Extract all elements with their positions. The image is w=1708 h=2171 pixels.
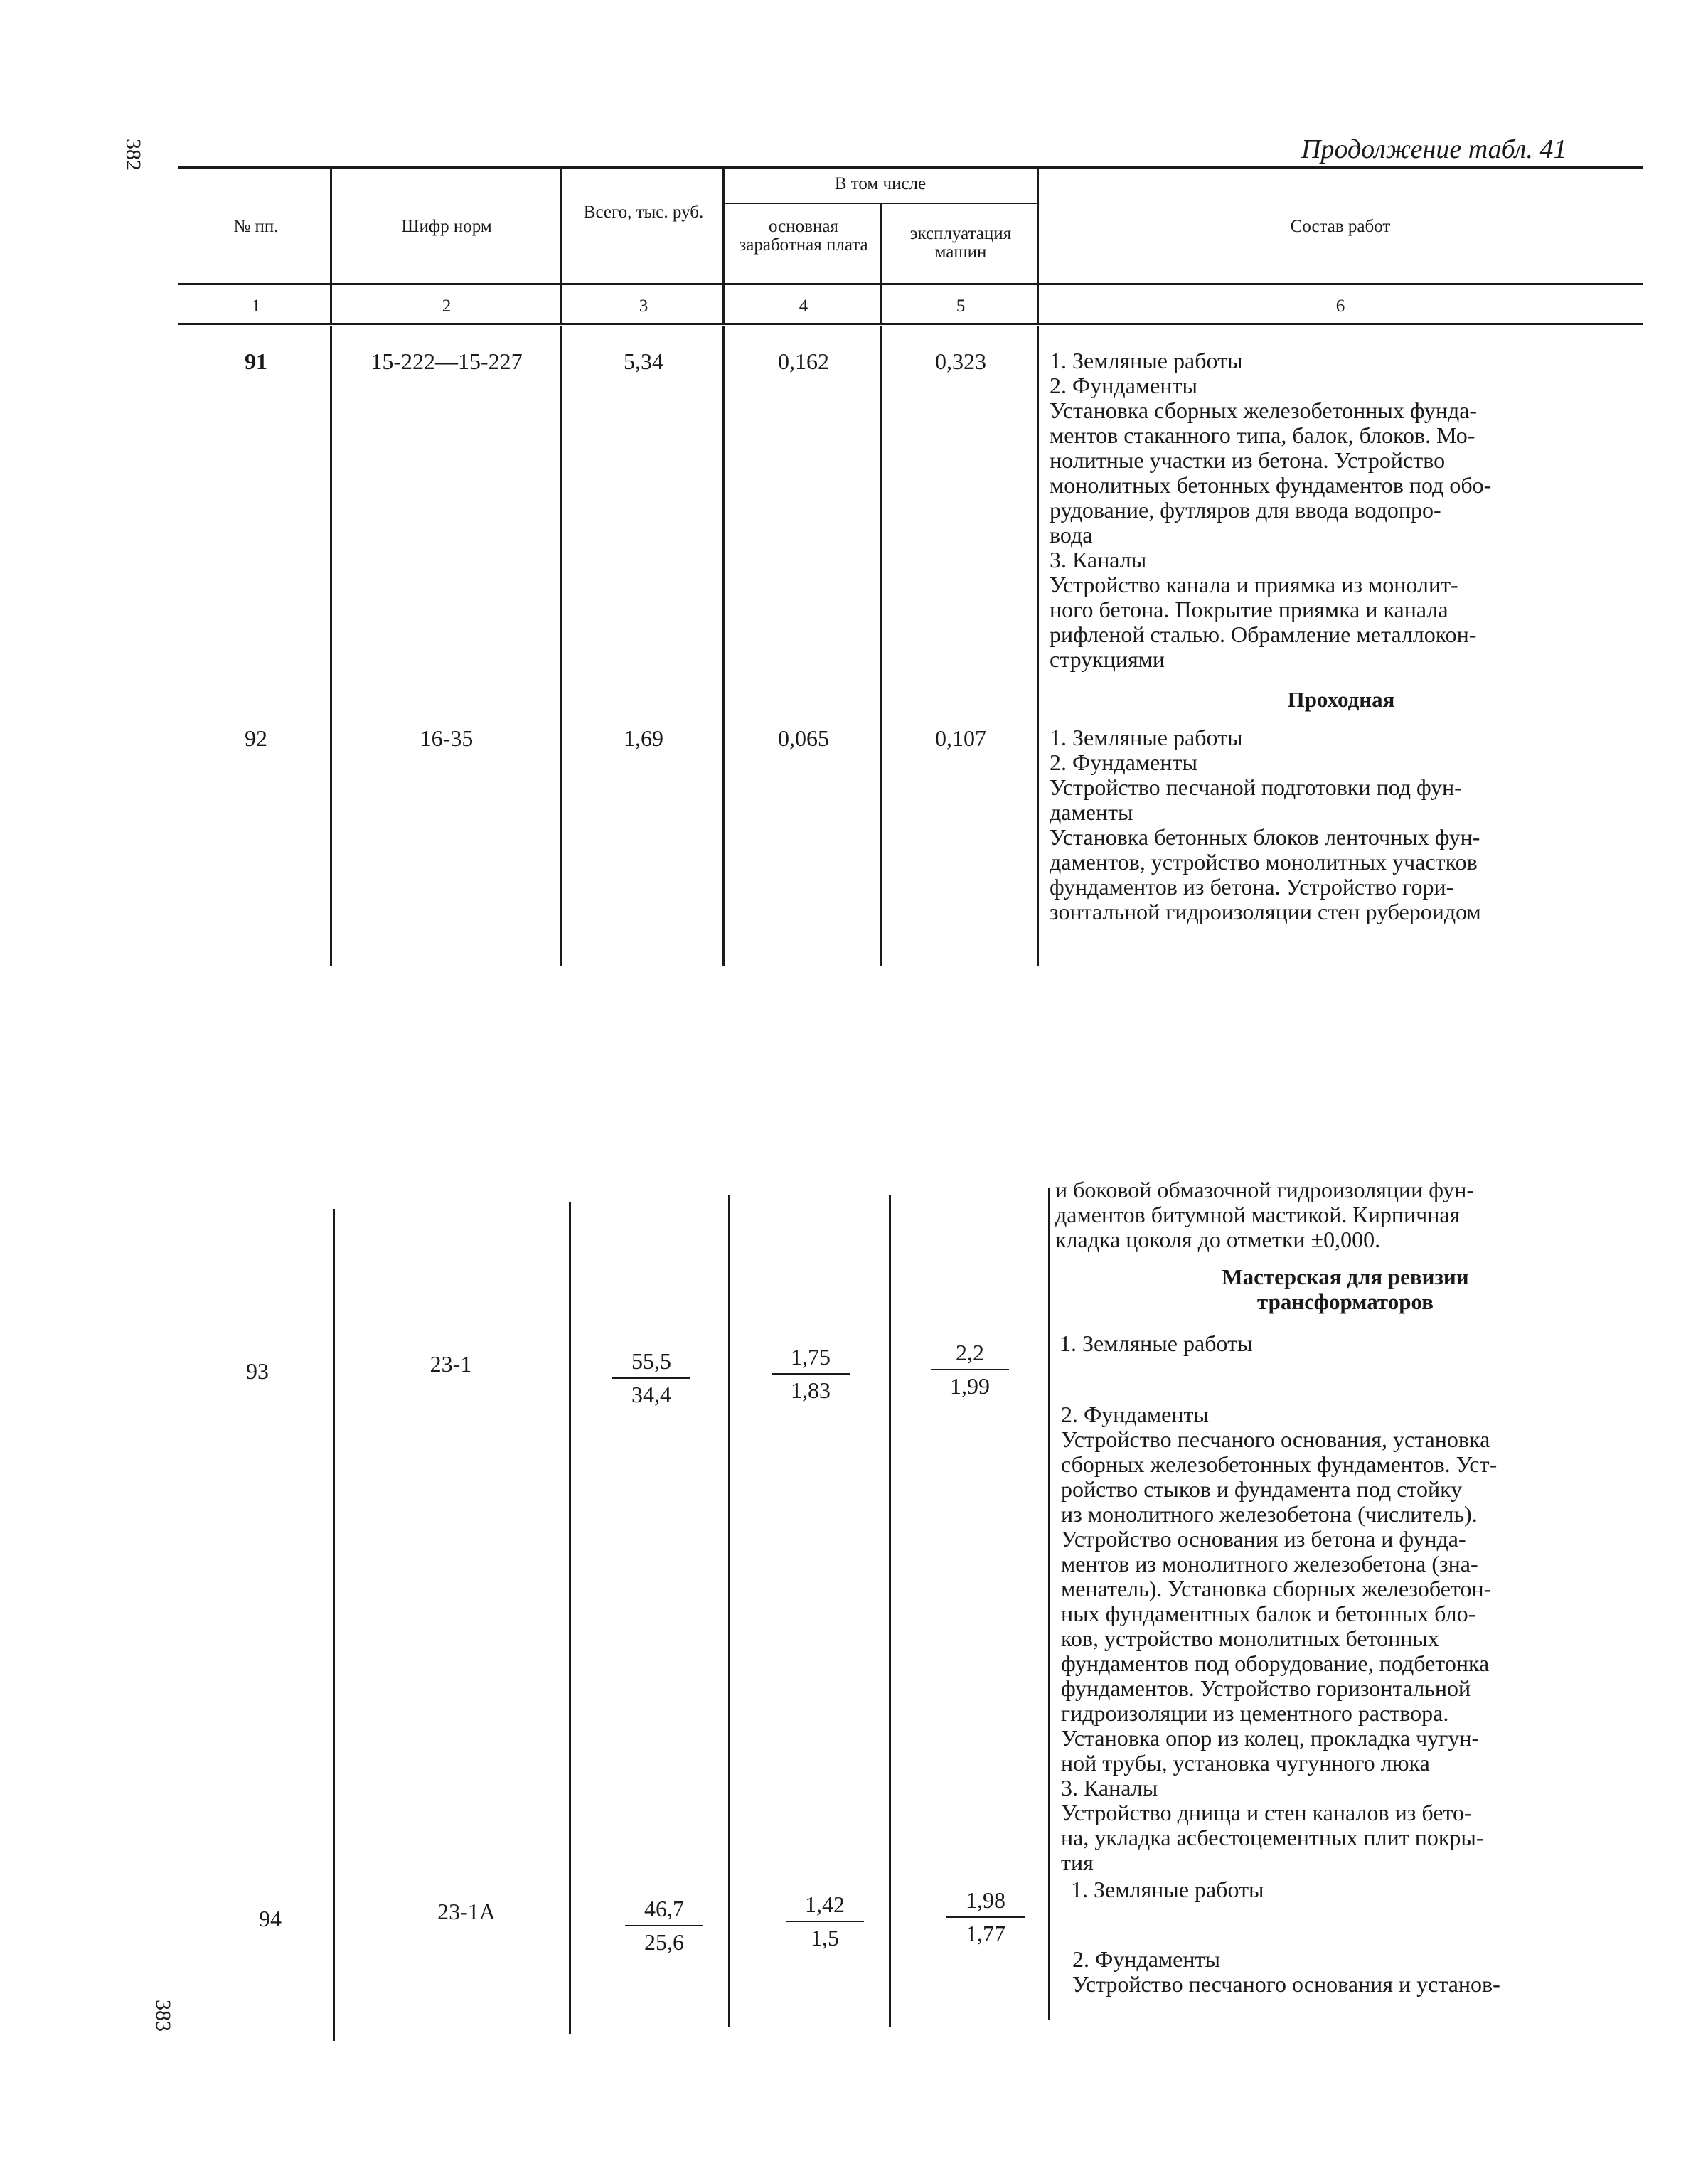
fraction-bar — [931, 1369, 1009, 1370]
work-line: Устройство днища и стен каналов из бето- — [1061, 1800, 1472, 1825]
row-92-no: 92 — [245, 725, 267, 751]
header-col-incl: В том числе — [834, 174, 927, 193]
row-91-no: 91 — [245, 348, 267, 374]
body-col-divider — [560, 326, 562, 966]
fraction-denominator: 25,6 — [644, 1929, 684, 1955]
body-col-divider — [880, 326, 882, 966]
work-line: ного бетона. Покрытие приямка и канала — [1050, 597, 1448, 622]
work-line: 1. Земляные работы — [1050, 348, 1243, 373]
fraction-numerator: 1,98 — [966, 1887, 1005, 1913]
row-92-work — [1050, 725, 1633, 924]
row-93-wage — [740, 1344, 882, 1404]
header-col-divider — [560, 166, 562, 324]
work-line: из монолитного железобетона (числитель). — [1061, 1501, 1478, 1527]
col-number: 2 — [442, 297, 452, 316]
work-line: нолитные участки из бетона. Устройство — [1050, 447, 1446, 473]
work-line: Установка бетонных блоков ленточных фун- — [1050, 824, 1480, 850]
fraction-numerator: 1,75 — [791, 1344, 831, 1370]
work-line: фундаментов. Устройство горизонтальной — [1061, 1675, 1471, 1701]
col-number: 6 — [1335, 297, 1345, 316]
header-col-divider — [1037, 166, 1039, 324]
row-93-machines — [899, 1340, 1041, 1399]
body-col-divider — [722, 326, 725, 966]
row-94-no: 94 — [259, 1906, 282, 1931]
work-line: сборных железобетонных фундаментов. Уст- — [1061, 1451, 1498, 1477]
work-line: 2. Фундаменты — [1061, 1402, 1209, 1427]
work-line: даментов битумной мастикой. Кирпичная — [1055, 1202, 1461, 1227]
page-number-bottom: 383 — [151, 2000, 175, 2032]
work-line: Устройство канала и приямка из монолит- — [1050, 572, 1458, 597]
lower-continuation-text — [1055, 1178, 1635, 1252]
work-line: тия — [1061, 1850, 1094, 1875]
work-line: ных фундаментных балок и бетонных бло- — [1061, 1601, 1476, 1626]
work-line: струкциями — [1050, 646, 1165, 672]
fraction-bar — [946, 1916, 1025, 1918]
col-number: 4 — [799, 297, 808, 316]
fraction-denominator: 1,99 — [950, 1373, 990, 1399]
work-line: рифленой сталью. Обрамление металлокон- — [1050, 622, 1477, 647]
fraction-denominator: 1,77 — [966, 1921, 1005, 1946]
section-title-masterskaya — [1055, 1264, 1635, 1314]
col-number: 5 — [956, 297, 966, 316]
row-91-wage: 0,162 — [778, 348, 829, 374]
work-line: ройство стыков и фундамента под стойку — [1061, 1476, 1463, 1502]
fraction-denominator: 1,83 — [791, 1377, 831, 1403]
work-line: фундаментов из бетона. Устройство гори- — [1050, 874, 1454, 900]
fraction-numerator: 2,2 — [956, 1340, 984, 1365]
work-line: вода — [1050, 522, 1093, 548]
fraction-denominator: 1,5 — [811, 1925, 839, 1951]
row-94-work-a: 1. Земляные работы — [1071, 1877, 1264, 1902]
fraction-numerator: 1,42 — [805, 1892, 845, 1917]
row-94-machines — [914, 1887, 1057, 1947]
fraction-bar — [625, 1925, 703, 1926]
header-col-total: Всего, тыс. руб. — [583, 203, 704, 222]
header-top-rule — [178, 166, 1643, 169]
work-line: кладка цоколя до отметки ±0,000. — [1055, 1227, 1381, 1252]
work-line: Устройство песчаного основания и установ- — [1072, 1971, 1500, 1997]
header-col-machines: эксплуатация машин — [909, 224, 1012, 262]
work-line: рудование, футляров для ввода водопро- — [1050, 497, 1441, 523]
work-line: даментов, устройство монолитных участков — [1050, 849, 1478, 875]
header-col-wage: основная заработная плата — [739, 217, 868, 255]
col-number: 3 — [639, 297, 648, 316]
work-line: Установка сборных железобетонных фунда- — [1050, 398, 1478, 423]
section-title-line: Мастерская для ревизии — [1222, 1264, 1469, 1289]
section-title-prokhodnaya: Проходная — [1287, 687, 1395, 712]
row-93-code: 23-1 — [429, 1351, 472, 1377]
row-91-code: 15-222—15-227 — [370, 348, 523, 374]
work-line: Установка опор из колец, прокладка чугун- — [1061, 1725, 1480, 1751]
work-line: ной трубы, установка чугунного люка — [1061, 1750, 1430, 1776]
row-94-wage — [754, 1892, 896, 1951]
row-94-total — [593, 1896, 735, 1956]
page-number-top: 382 — [122, 139, 145, 171]
header-col-divider — [330, 166, 332, 324]
row-93-total — [580, 1348, 722, 1408]
work-line: 3. Каналы — [1050, 547, 1147, 572]
section-title-line: трансформаторов — [1257, 1289, 1434, 1314]
work-line: 3. Каналы — [1061, 1775, 1158, 1801]
body-col-divider — [330, 326, 332, 966]
work-line: ментов из монолитного железобетона (зна- — [1061, 1551, 1478, 1577]
header-col-code: Шифр норм — [401, 217, 492, 236]
work-line: на, укладка асбестоцементных плит покры- — [1061, 1825, 1484, 1850]
work-line: Устройство основания из бетона и фунда- — [1061, 1526, 1466, 1552]
fraction-numerator: 46,7 — [644, 1896, 684, 1921]
body-col-divider — [1037, 326, 1039, 966]
row-92-code: 16-35 — [420, 725, 474, 751]
fraction-bar — [612, 1377, 690, 1379]
work-line: 2. Фундаменты — [1072, 1946, 1220, 1972]
work-line: зонтальной гидроизоляции стен рубероидом — [1050, 899, 1481, 924]
work-line: Устройство песчаной подготовки под фун- — [1050, 774, 1462, 800]
row-91-work — [1050, 348, 1633, 672]
work-line: Устройство песчаного основания, установка — [1061, 1426, 1490, 1452]
header-number-rule — [178, 323, 1643, 325]
work-line: фундаментов под оборудование, подбетонка — [1061, 1650, 1490, 1676]
work-line: ментов стаканного типа, балок, блоков. Мо- — [1050, 422, 1475, 448]
work-line: гидроизоляции из цементного раствора. — [1061, 1700, 1449, 1726]
fraction-bar — [772, 1373, 850, 1375]
row-94-work-b — [1072, 1947, 1635, 1997]
work-line: 1. Земляные работы — [1050, 725, 1243, 750]
fraction-denominator: 34,4 — [631, 1382, 671, 1407]
header-col-divider — [880, 204, 882, 324]
header-col-no: № пп. — [233, 217, 279, 236]
work-line: и боковой обмазочной гидроизоляции фун- — [1055, 1177, 1474, 1202]
header-col-work: Состав работ — [1290, 217, 1391, 236]
row-91-machines: 0,323 — [935, 348, 986, 374]
row-94-code: 23-1А — [437, 1899, 496, 1924]
header-bottom-rule — [178, 283, 1643, 285]
work-line: монолитных бетонных фундаментов под обо- — [1050, 472, 1492, 498]
fraction-bar — [786, 1921, 864, 1922]
row-93-work-b — [1061, 1402, 1635, 1875]
row-92-total: 1,69 — [624, 725, 663, 751]
row-92-machines: 0,107 — [935, 725, 986, 751]
work-line: ков, устройство монолитных бетонных — [1061, 1626, 1439, 1651]
row-92-wage: 0,065 — [778, 725, 829, 751]
row-93-no: 93 — [246, 1358, 269, 1384]
work-line: менатель). Установка сборных железобетон- — [1061, 1576, 1492, 1601]
work-line: 2. Фундаменты — [1050, 750, 1197, 775]
row-91-total: 5,34 — [624, 348, 663, 374]
row-93-work-a: 1. Земляные работы — [1060, 1330, 1253, 1356]
work-line: даменты — [1050, 799, 1133, 825]
continuation-label: Продолжение табл. 41 — [1301, 134, 1567, 164]
work-line: 2. Фундаменты — [1050, 373, 1197, 398]
fraction-numerator: 55,5 — [631, 1348, 671, 1374]
col-number: 1 — [251, 297, 261, 316]
